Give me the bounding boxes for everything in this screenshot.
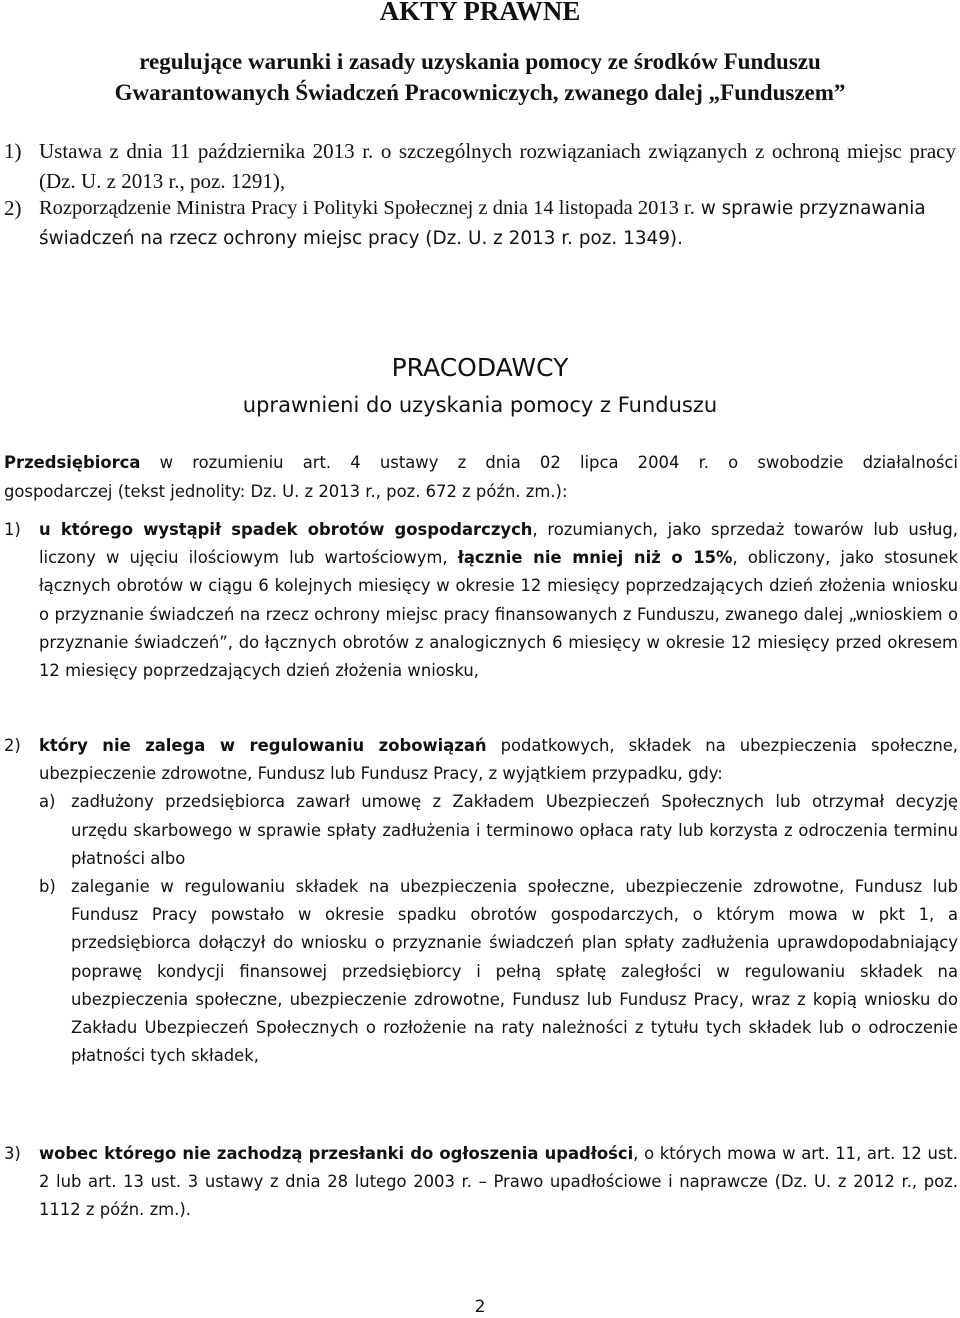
intro-bold: Przedsiębiorca [4,453,141,472]
condition-number: 2) [4,736,21,755]
condition-subitem-a [39,788,958,873]
section-title: PRACODAWCY [391,353,569,382]
condition-text: wobec którego nie zachodzą przesłanki do ogłoszenia upadłości, o których mowa w art. 11, art. 12 ust. 2 lub art. 13 ust. 3 ustawy z dnia 28 lutego 2003 r. – Prawo upadłościowe i naprawcze (Dz. U. z 2012 r., poz. 1112 z późn. zm.). [39,1144,959,1220]
subtitle-line-2: Gwarantowanych Świadczeń Pracowniczych, zwanego dalej „Funduszem” [114,80,846,105]
subitem-letter: a) [39,792,56,812]
condition-number: 3) [4,1144,21,1163]
condition-number: 1) [4,520,21,539]
legal-act-1 [4,136,956,196]
condition-subitem-b [39,873,958,1070]
legal-act-text: Rozporządzenie Ministra Pracy i Polityki Społecznej z dnia 14 listopada 2013 r. w sprawie przyznawania świadczeń na rzecz ochrony miejsc pracy (Dz. U. z 2013 r. poz. 1349). [39,197,926,249]
condition-text: u którego wystąpił spadek obrotów gospodarczych, rozumianych, jako sprzedaż towarów lub usług, liczony w ujęciu ilościowym lub wartościowym, łącznie nie mniej niż o 15%, obliczony, jako stosunek łącznych obrotów w ciągu 6 kolejnych miesięcy w okresie 12 miesięcy poprzedzających dzień złożenia wniosku o przyznanie świadczeń na rzecz ochrony miejsc pracy finansowanych z Funduszu, zwanego dalej „wnioskiem o przyznanie świadczeń”, do łącznych obrotów z analogicznych 6 miesięcy w okresie 12 miesięcy przed okresem 12 miesięcy poprzedzających dzień złożenia wniosku, [39,520,958,681]
subitem-text: zaleganie w regulowaniu składek na ubezpieczenia społeczne, ubezpieczenie zdrowotne, Fundusz lub Fundusz Pracy powstało w okresie spadku obrotów gospodarczych, o którym mowa w pkt 1, a przedsiębiorca dołączył do wniosku o przyznanie świadczeń plan spłaty zadłużenia uprawdopodabniający poprawę kondycji finansowej przedsiębiorcy i pełną spłatę zaległości w regulowaniu składek na ubezpieczenia społeczne, ubezpieczenie zdrowotne, Fundusz lub Fundusz Pracy, wraz z kopią wniosku do Zakładu Ubezpieczeń Społecznych o rozłożenie na raty należności z tytułu tych składek lub o odroczenie płatności tych składek, [71,877,958,1066]
legal-act-number: 1) [4,139,22,163]
subtitle-line-1: regulujące warunki i zasady uzyskania pomocy ze środków Funduszu [139,49,821,74]
condition-1 [4,516,958,685]
legal-act-text: Ustawa z dnia 11 października 2013 r. o szczególnych rozwiązaniach związanych z ochroną miejsc pracy (Dz. U. z 2013 r., poz. 1291), [39,139,956,193]
condition-2 [4,732,958,1070]
legal-act-2 [4,193,956,254]
intro-paragraph: Przedsiębiorca w rozumieniu art. 4 ustawy z dnia 02 lipca 2004 r. o swobodzie działalności gospodarczej (tekst jednolity: Dz. U. z 2013 r., poz. 672 z późn. zm.): [4,453,958,501]
page-number: 2 [474,1297,486,1317]
document-subtitle [0,46,960,108]
condition-text: który nie zalega w regulowaniu zobowiązań podatkowych, składek na ubezpieczenia społeczne, ubezpieczenie zdrowotne, Fundusz lub Fundusz Pracy, z wyjątkiem przypadku, gdy: [39,736,958,784]
legal-act-number: 2) [4,196,22,220]
subitem-text: zadłużony przedsiębiorca zawarł umowę z Zakładem Ubezpieczeń Społecznych lub otrzymał decyzję urzędu skarbowego w sprawie spłaty zadłużenia i terminowo opłaca raty lub korzysta z odroczenia terminu płatności albo [71,792,958,868]
condition-3 [4,1140,958,1225]
document-title: AKTY PRAWNE [379,0,581,26]
section-subtitle: uprawnieni do uzyskania pomocy z Funduszu [242,393,718,417]
subitem-letter: b) [39,877,56,897]
